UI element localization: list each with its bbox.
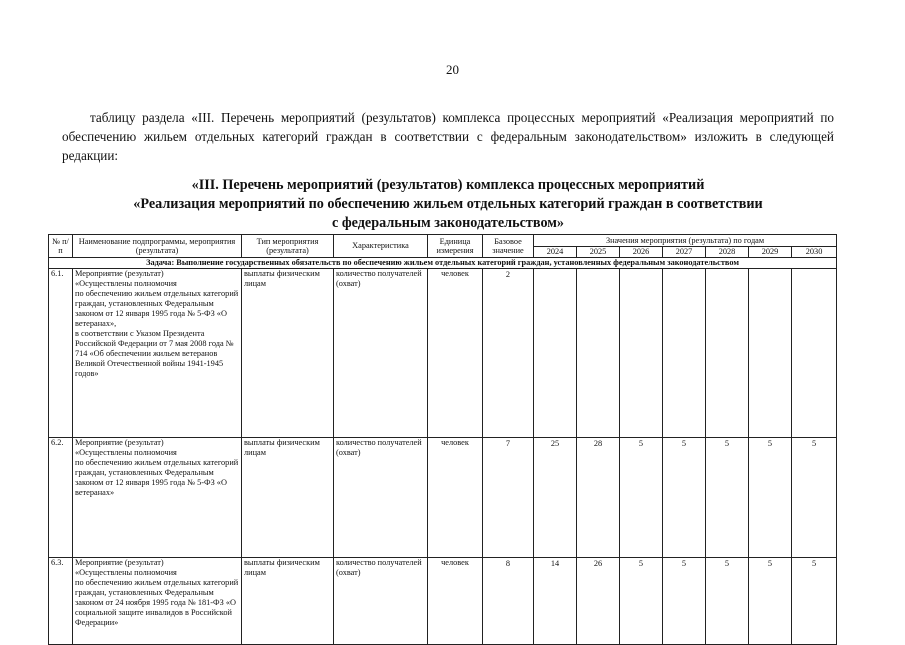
row-value xyxy=(534,269,577,438)
row-value xyxy=(749,269,792,438)
row-value xyxy=(577,269,620,438)
header-year: 2025 xyxy=(577,247,620,258)
row-name: Мероприятие (результат) «Осуществлены полномочия по обеспечению жильем отдельных категорий граждан, установленных Федеральным законом от 12 января 1995 года № 5-ФЗ «О ветеранах», в соответствии с Указом Президента Российской Федерации от 7 мая 2008 года № 714 «Об обеспечении жильем ветеранов Великой Отечественной войны 1941-1945 годов» xyxy=(73,269,242,438)
task-row: Задача: Выполнение государственных обязательств по обеспечению жильем отдельных категорий граждан, установленных федеральным законодательством xyxy=(49,258,837,269)
row-characteristic: количество получателей (охват) xyxy=(334,438,428,558)
row-value: 5 xyxy=(749,558,792,645)
header-base: Базовое значение xyxy=(483,235,534,258)
row-unit: человек xyxy=(428,438,483,558)
table-row xyxy=(49,269,837,438)
row-unit: человек xyxy=(428,269,483,438)
row-unit: человек xyxy=(428,558,483,645)
table-row xyxy=(49,438,837,558)
row-type: выплаты физическим лицам xyxy=(242,558,334,645)
header-year: 2027 xyxy=(663,247,706,258)
page-number: 20 xyxy=(446,62,459,77)
row-name: Мероприятие (результат) «Осуществлены полномочия по обеспечению жильем отдельных категорий граждан, установленных Федеральным законом от 24 ноября 1995 года № 181-ФЗ «О социальной защите инвалидов в Российской Федерации» xyxy=(73,558,242,645)
row-value xyxy=(706,269,749,438)
heading-line-3: с федеральным законодательством» xyxy=(331,215,565,231)
header-values-by-year: Значения мероприятия (результата) по годам xyxy=(534,235,837,247)
header-type: Тип мероприятия (результата) xyxy=(242,235,334,258)
header-characteristic: Характеристика xyxy=(334,235,428,258)
row-value: 28 xyxy=(577,438,620,558)
row-value: 14 xyxy=(534,558,577,645)
row-value: 26 xyxy=(577,558,620,645)
header-unit: Единица измерения xyxy=(428,235,483,258)
row-base: 2 xyxy=(483,269,534,438)
row-value: 5 xyxy=(706,558,749,645)
header-year: 2030 xyxy=(792,247,837,258)
intro-paragraph: таблицу раздела «III. Перечень мероприятий (результатов) комплекса процессных мероприятий «Реализация мероприятий по обеспечению жильем отдельных категорий граждан в соответствии с федеральным законодательством» изложить в следующей редакции: xyxy=(62,110,834,163)
row-base: 8 xyxy=(483,558,534,645)
row-num: 6.2. xyxy=(49,438,73,558)
header-year: 2028 xyxy=(706,247,749,258)
row-value: 5 xyxy=(706,438,749,558)
table-row xyxy=(49,558,837,645)
row-num: 6.3. xyxy=(49,558,73,645)
section-heading xyxy=(62,176,834,233)
header-year: 2026 xyxy=(620,247,663,258)
row-name: Мероприятие (результат) «Осуществлены полномочия по обеспечению жильем отдельных категорий граждан, установленных Федеральным законом от 12 января 1995 года № 5-ФЗ «О ветеранах» xyxy=(73,438,242,558)
row-value: 5 xyxy=(663,558,706,645)
heading-line-1: «III. Перечень мероприятий (результатов) комплекса процессных мероприятий xyxy=(191,177,705,193)
header-year: 2029 xyxy=(749,247,792,258)
row-value xyxy=(620,269,663,438)
row-type: выплаты физическим лицам xyxy=(242,269,334,438)
row-value: 25 xyxy=(534,438,577,558)
row-base: 7 xyxy=(483,438,534,558)
row-characteristic: количество получателей (охват) xyxy=(334,558,428,645)
row-value: 5 xyxy=(620,558,663,645)
header-num: № п/п xyxy=(49,235,73,258)
row-num: 6.1. xyxy=(49,269,73,438)
header-name: Наименование подпрограммы, мероприятия (результата) xyxy=(73,235,242,258)
row-value xyxy=(792,269,837,438)
row-value: 5 xyxy=(792,558,837,645)
row-characteristic: количество получателей (охват) xyxy=(334,269,428,438)
header-year: 2024 xyxy=(534,247,577,258)
row-value: 5 xyxy=(620,438,663,558)
row-value xyxy=(663,269,706,438)
measures-table xyxy=(48,234,837,645)
row-value: 5 xyxy=(792,438,837,558)
row-type: выплаты физическим лицам xyxy=(242,438,334,558)
heading-line-2: «Реализация мероприятий по обеспечению жильем отдельных категорий граждан в соответствии xyxy=(133,196,763,212)
row-value: 5 xyxy=(749,438,792,558)
row-value: 5 xyxy=(663,438,706,558)
